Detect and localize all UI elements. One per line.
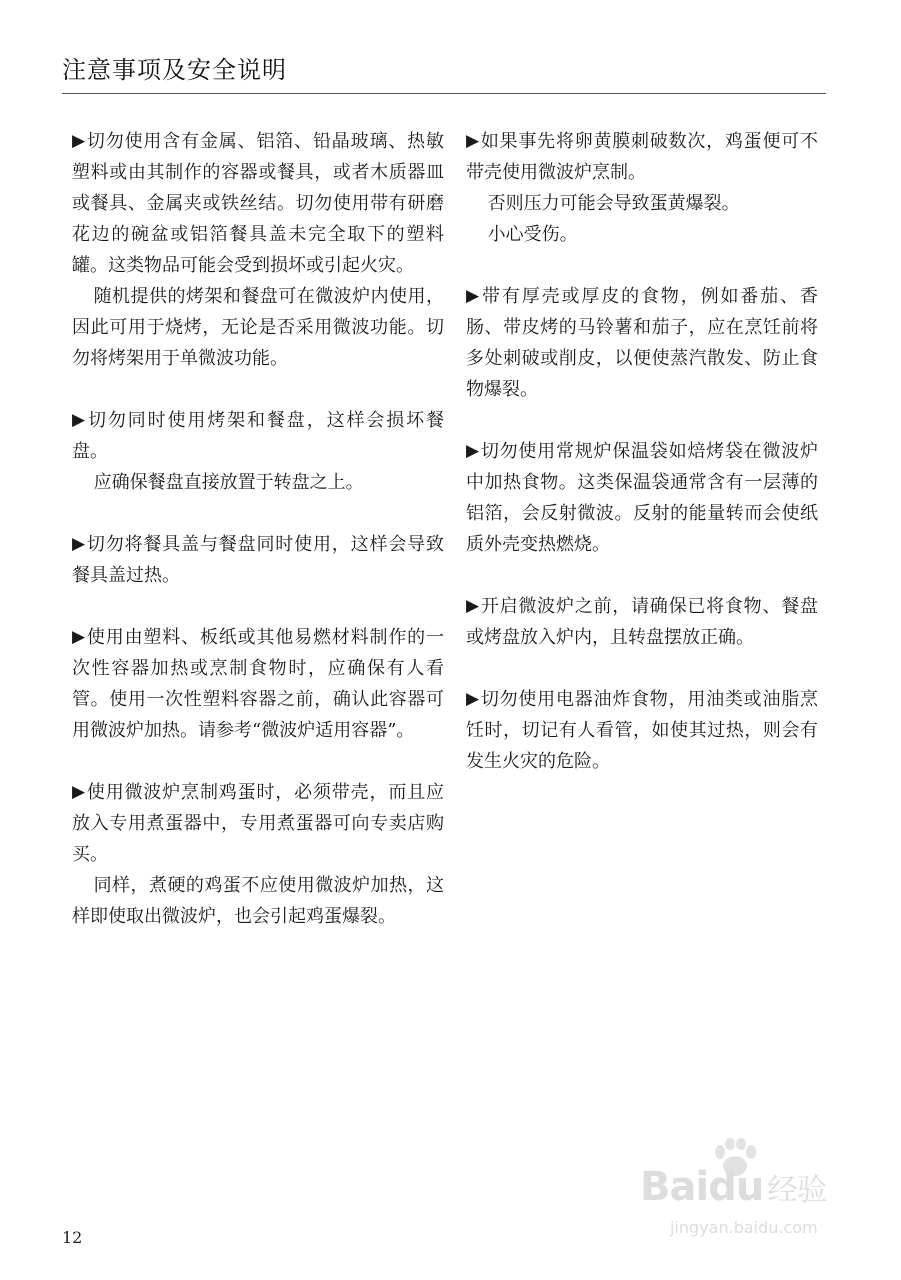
right-column — [466, 126, 818, 808]
bullet-triangle-icon: ▶ — [466, 596, 480, 616]
notice-subparagraph — [72, 281, 444, 374]
paragraph-text: 应确保餐盘直接放置于转盘之上。 — [93, 472, 364, 493]
bullet-triangle-icon: ▶ — [72, 534, 86, 554]
paragraph-text: 否则压力可能会导致蛋黄爆裂。 — [487, 193, 740, 214]
bullet-triangle-icon: ▶ — [72, 782, 86, 802]
bullet-triangle-icon: ▶ — [72, 410, 86, 430]
notice-subparagraph — [72, 870, 444, 932]
notice-section — [72, 126, 444, 374]
notice-section — [466, 436, 818, 560]
paragraph-text: 如果事先将卵黄膜刺破数次，鸡蛋便可不带壳使用微波炉烹制。 — [466, 131, 818, 183]
notice-section — [72, 529, 444, 591]
paragraph-text: 切勿使用常规炉保温袋如焙烤袋在微波炉中加热食物。这类保温袋通常含有一层薄的铝箔，会反射微波。反射的能量转而会使纸质外壳变热燃烧。 — [466, 441, 818, 555]
paragraph-text: 开启微波炉之前，请确保已将食物、餐盘或烤盘放入炉内，且转盘摆放正确。 — [466, 596, 818, 648]
notice-paragraph — [72, 126, 444, 281]
notice-section — [466, 684, 818, 777]
notice-paragraph — [72, 622, 444, 746]
notice-paragraph — [466, 281, 818, 405]
page-number: 12 — [62, 1228, 83, 1247]
paragraph-text: 使用由塑料、板纸或其他易燃材料制作的一次性容器加热或烹制食物时，应确保有人看管。使用一次性塑料容器之前，确认此容器可用微波炉加热。请参考“微波炉适用容器”。 — [72, 627, 444, 741]
bullet-triangle-icon: ▶ — [72, 131, 86, 151]
notice-section — [466, 591, 818, 653]
notice-subparagraph — [72, 467, 444, 498]
notice-paragraph — [72, 405, 444, 467]
notice-paragraph — [72, 777, 444, 870]
paragraph-text: 小心受伤。 — [487, 224, 578, 245]
paragraph-text: 随机提供的烤架和餐盘可在微波炉内使用，因此可用于烧烤，无论是否采用微波功能。切勿将烤架用于单微波功能。 — [72, 286, 444, 369]
notice-section — [72, 405, 444, 498]
paragraph-text: 带有厚壳或厚皮的食物，例如番茄、香肠、带皮烤的马铃薯和茄子，应在烹饪前将多处刺破或削皮，以便使蒸汽散发、防止食物爆裂。 — [466, 286, 818, 400]
notice-paragraph — [466, 684, 818, 777]
notice-subparagraph — [466, 219, 818, 250]
notice-section — [72, 777, 444, 932]
watermark — [640, 1138, 850, 1248]
paragraph-text: 同样，煮硬的鸡蛋不应使用微波炉加热，这样即使取出微波炉，也会引起鸡蛋爆裂。 — [72, 875, 444, 927]
notice-subparagraph — [466, 188, 818, 219]
bullet-triangle-icon: ▶ — [466, 441, 480, 461]
page-title: 注意事项及安全说明 — [62, 56, 287, 84]
paragraph-text: 切勿将餐具盖与餐盘同时使用，这样会导致餐具盖过热。 — [72, 534, 444, 586]
notice-paragraph — [466, 436, 818, 560]
bullet-triangle-icon: ▶ — [466, 131, 480, 151]
watermark-logo-part-2: du — [708, 1164, 764, 1210]
bullet-triangle-icon: ▶ — [72, 627, 86, 647]
notice-section — [466, 281, 818, 405]
notice-paragraph — [466, 126, 818, 188]
bullet-triangle-icon: ▶ — [466, 286, 480, 306]
title-divider — [62, 93, 826, 94]
notice-section — [466, 126, 818, 250]
paragraph-text: 切勿同时使用烤架和餐盘，这样会损坏餐盘。 — [72, 410, 444, 462]
watermark-logo-sub: 经验 — [767, 1173, 828, 1208]
notice-section — [72, 622, 444, 746]
paragraph-text: 切勿使用含有金属、铝箔、铅晶玻璃、热敏塑料或由其制作的容器或餐具，或者木质器皿或餐具、金属夹或铁丝结。切勿使用带有研磨花边的碗盆或铝箔餐具盖未完全取下的塑料罐。这类物品可能会受到损坏或引起火灾。 — [72, 131, 444, 276]
left-column — [72, 126, 444, 963]
paragraph-text: 切勿使用电器油炸食物，用油类或油脂烹饪时，切记有人看管，如使其过热，则会有发生火灾的危险。 — [466, 689, 818, 772]
watermark-logo — [640, 1164, 827, 1210]
notice-paragraph — [466, 591, 818, 653]
watermark-url: jingyan.baidu.com — [670, 1218, 818, 1237]
notice-paragraph — [72, 529, 444, 591]
paragraph-text: 使用微波炉烹制鸡蛋时，必须带壳，而且应放入专用煮蛋器中，专用煮蛋器可向专卖店购买。 — [72, 782, 444, 865]
bullet-triangle-icon: ▶ — [466, 689, 480, 709]
watermark-logo-part-1: Bai — [640, 1164, 709, 1210]
